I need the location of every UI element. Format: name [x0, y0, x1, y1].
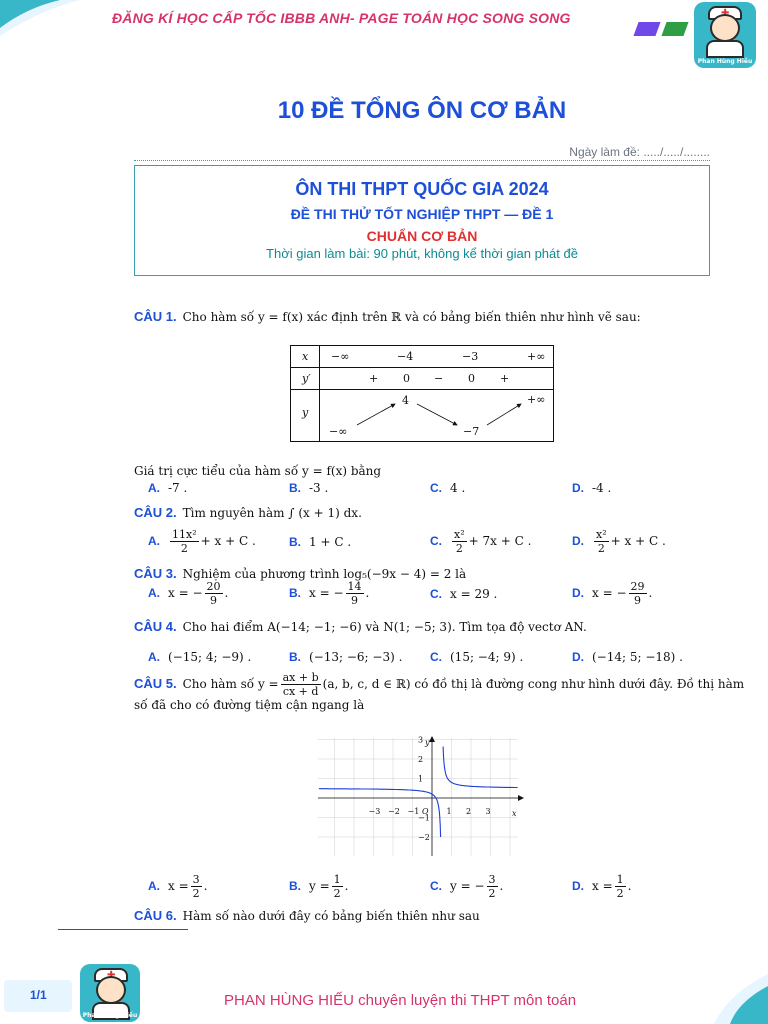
table-cell: y′	[302, 372, 311, 385]
table-cell: +	[369, 372, 379, 385]
answer-c[interactable]: C. $\frac{\text{x²}}{2}$ + 7x + C .	[430, 528, 532, 555]
exam-line2: ĐỀ THI THỬ TỐT NGHIỆP THPT — ĐỀ 1	[290, 206, 554, 222]
tick-label: 1	[446, 807, 452, 816]
variation-table	[290, 345, 554, 442]
answer-d[interactable]: D. x = − $\frac{29}{9}$ .	[572, 580, 653, 607]
tick-label: −3	[368, 807, 381, 816]
table-cell: 0	[403, 372, 410, 385]
origin-label: O	[422, 807, 429, 816]
divider	[58, 929, 188, 930]
axis-label: y	[425, 738, 430, 747]
question-4: CÂU 4. Cho hai điểm A(−14; −1; −6) và N(1; −5; 3). Tìm tọa độ vectơ AN.	[134, 619, 587, 634]
question-5-line2: số đã cho có đường tiệm cận ngang là	[134, 698, 365, 712]
answer-c[interactable]: C. (15; −4; 9) .	[430, 650, 524, 664]
table-cell: +∞	[527, 350, 546, 363]
answer-a[interactable]: A. -7 .	[148, 481, 188, 495]
tick-label: −1	[418, 813, 430, 823]
table-cell: −7	[463, 425, 480, 438]
table-cell: 0	[468, 372, 475, 385]
answer-c[interactable]: C. 4 .	[430, 481, 466, 495]
variation-arrows	[291, 346, 555, 443]
answer-row-q2	[148, 529, 708, 559]
answer-row-q5	[148, 874, 708, 904]
page-title: 10 ĐỀ TỔNG ÔN CƠ BẢN	[277, 97, 567, 124]
function-graph	[318, 736, 524, 856]
answer-a[interactable]: A. $\frac{\text{11x²}}{2}$ + x + C .	[148, 528, 256, 555]
answer-c[interactable]: C. y = − $\frac{3}{2}$ .	[430, 873, 504, 900]
exam-line1: ÔN THI THPT QUỐC GIA 2024	[295, 179, 549, 199]
curve-branch-right	[443, 747, 517, 788]
green-flag-icon	[661, 22, 688, 36]
tick-label: −2	[388, 807, 400, 816]
tick-label: −2	[418, 833, 430, 842]
question-label: CÂU 1.	[134, 309, 177, 324]
table-cell: +∞	[527, 393, 546, 406]
answer-a[interactable]: A. (−15; 4; −9) .	[148, 650, 252, 664]
question-1	[134, 309, 641, 324]
table-cell: −∞	[331, 350, 350, 363]
table-cell: −∞	[329, 425, 348, 438]
question-2: CÂU 2. Tìm nguyên hàm ∫ (x + 1) dx.	[134, 505, 362, 520]
tick-label: 3	[485, 807, 491, 816]
table-cell: −	[434, 372, 444, 385]
footer-logo-avatar: Phan Hùng Hiếu	[80, 964, 140, 1022]
logo-avatar	[694, 2, 756, 68]
answer-row-q1	[148, 481, 708, 501]
answer-a[interactable]: A. x = $\frac{3}{2}$ .	[148, 873, 208, 900]
answer-d[interactable]: D. (−14; 5; −18) .	[572, 650, 683, 664]
logo-name: Phan Hùng Hiếu	[697, 58, 753, 65]
table-cell: +	[500, 372, 510, 385]
axis-label: x	[512, 809, 517, 818]
question-3: CÂU 3. Nghiệm của phương trình log₅(−9x − 4) = 2 là	[134, 566, 467, 581]
question-text: Hàm số nào dưới đây có bảng biến thiên như sau	[182, 909, 480, 923]
answer-b[interactable]: B. y = $\frac{1}{2}$ .	[289, 873, 349, 900]
tick-label: 2	[466, 807, 472, 816]
answer-b[interactable]: B. -3 .	[289, 481, 329, 495]
tick-label: −1	[407, 807, 420, 816]
question-6: CÂU 6. Hàm số nào dưới đây có bảng biến thiên như sau	[134, 908, 480, 923]
answer-row-q3	[148, 581, 708, 611]
table-cell: 4	[402, 394, 409, 407]
answer-row-q4	[148, 650, 708, 670]
purple-flag-icon	[633, 22, 660, 36]
question-text: Tìm nguyên hàm ∫ (x + 1) dx.	[182, 506, 362, 520]
tick-label: 2	[418, 755, 424, 764]
question-1-ask: Giá trị cực tiểu của hàm số y = f(x) bằng	[134, 464, 382, 478]
tick-label: 1	[418, 774, 424, 784]
answer-c[interactable]: C. x = 29 .	[430, 587, 498, 601]
exam-line3: CHUẨN CƠ BẢN	[366, 228, 478, 244]
page-number: 1/1	[30, 988, 47, 1002]
answer-b[interactable]: B. (−13; −6; −3) .	[289, 650, 403, 664]
corner-decoration	[0, 0, 110, 40]
exam-line4: Thời gian làm bài: 90 phút, không kể thời gian phát đề	[266, 246, 578, 261]
divider	[134, 160, 710, 161]
footer-text: PHAN HÙNG HIẾU chuyên luyện thi THPT môn toán	[224, 992, 577, 1009]
question-text: Cho hàm số y = f(x) xác định trên ℝ và có bảng biến thiên như hình vẽ sau:	[182, 310, 641, 324]
answer-d[interactable]: D. -4 .	[572, 481, 612, 495]
answer-d[interactable]: D. $\frac{\text{x²}}{2}$ + x + C .	[572, 528, 666, 555]
answer-a[interactable]: A. x = − $\frac{20}{9}$ .	[148, 580, 229, 607]
question-text: Cho hai điểm A(−14; −1; −6) và N(1; −5; 3). Tìm tọa độ vectơ AN.	[182, 620, 587, 634]
table-cell: y	[302, 406, 309, 419]
answer-d[interactable]: D. x = $\frac{1}{2}$ .	[572, 873, 632, 900]
question-text: Nghiệm của phương trình log₅(−9x − 4) = 2 là	[182, 567, 467, 581]
corner-decoration	[708, 964, 768, 1024]
header-banner: ĐĂNG KÍ HỌC CẤP TỐC IBBB ANH- PAGE TOÁN HỌC SONG SONG	[112, 10, 571, 26]
question-5: CÂU 5. Cho hàm số y = $\frac{ax + b}{cx + d}$ (a, b, c, d ∈ ℝ) có đồ thị là đường cong như hình dưới đây. Đồ thị hàm	[134, 671, 745, 698]
table-cell: x	[302, 350, 309, 363]
table-cell: −3	[462, 350, 479, 363]
exam-header-box	[134, 165, 710, 276]
answer-b[interactable]: B. 1 + C .	[289, 535, 352, 549]
answer-b[interactable]: B. x = − $\frac{14}{9}$ .	[289, 580, 370, 607]
table-cell: −4	[397, 350, 414, 363]
tick-label: 3	[418, 736, 424, 745]
date-line: Ngày làm đề: ...../...../........	[569, 145, 710, 159]
